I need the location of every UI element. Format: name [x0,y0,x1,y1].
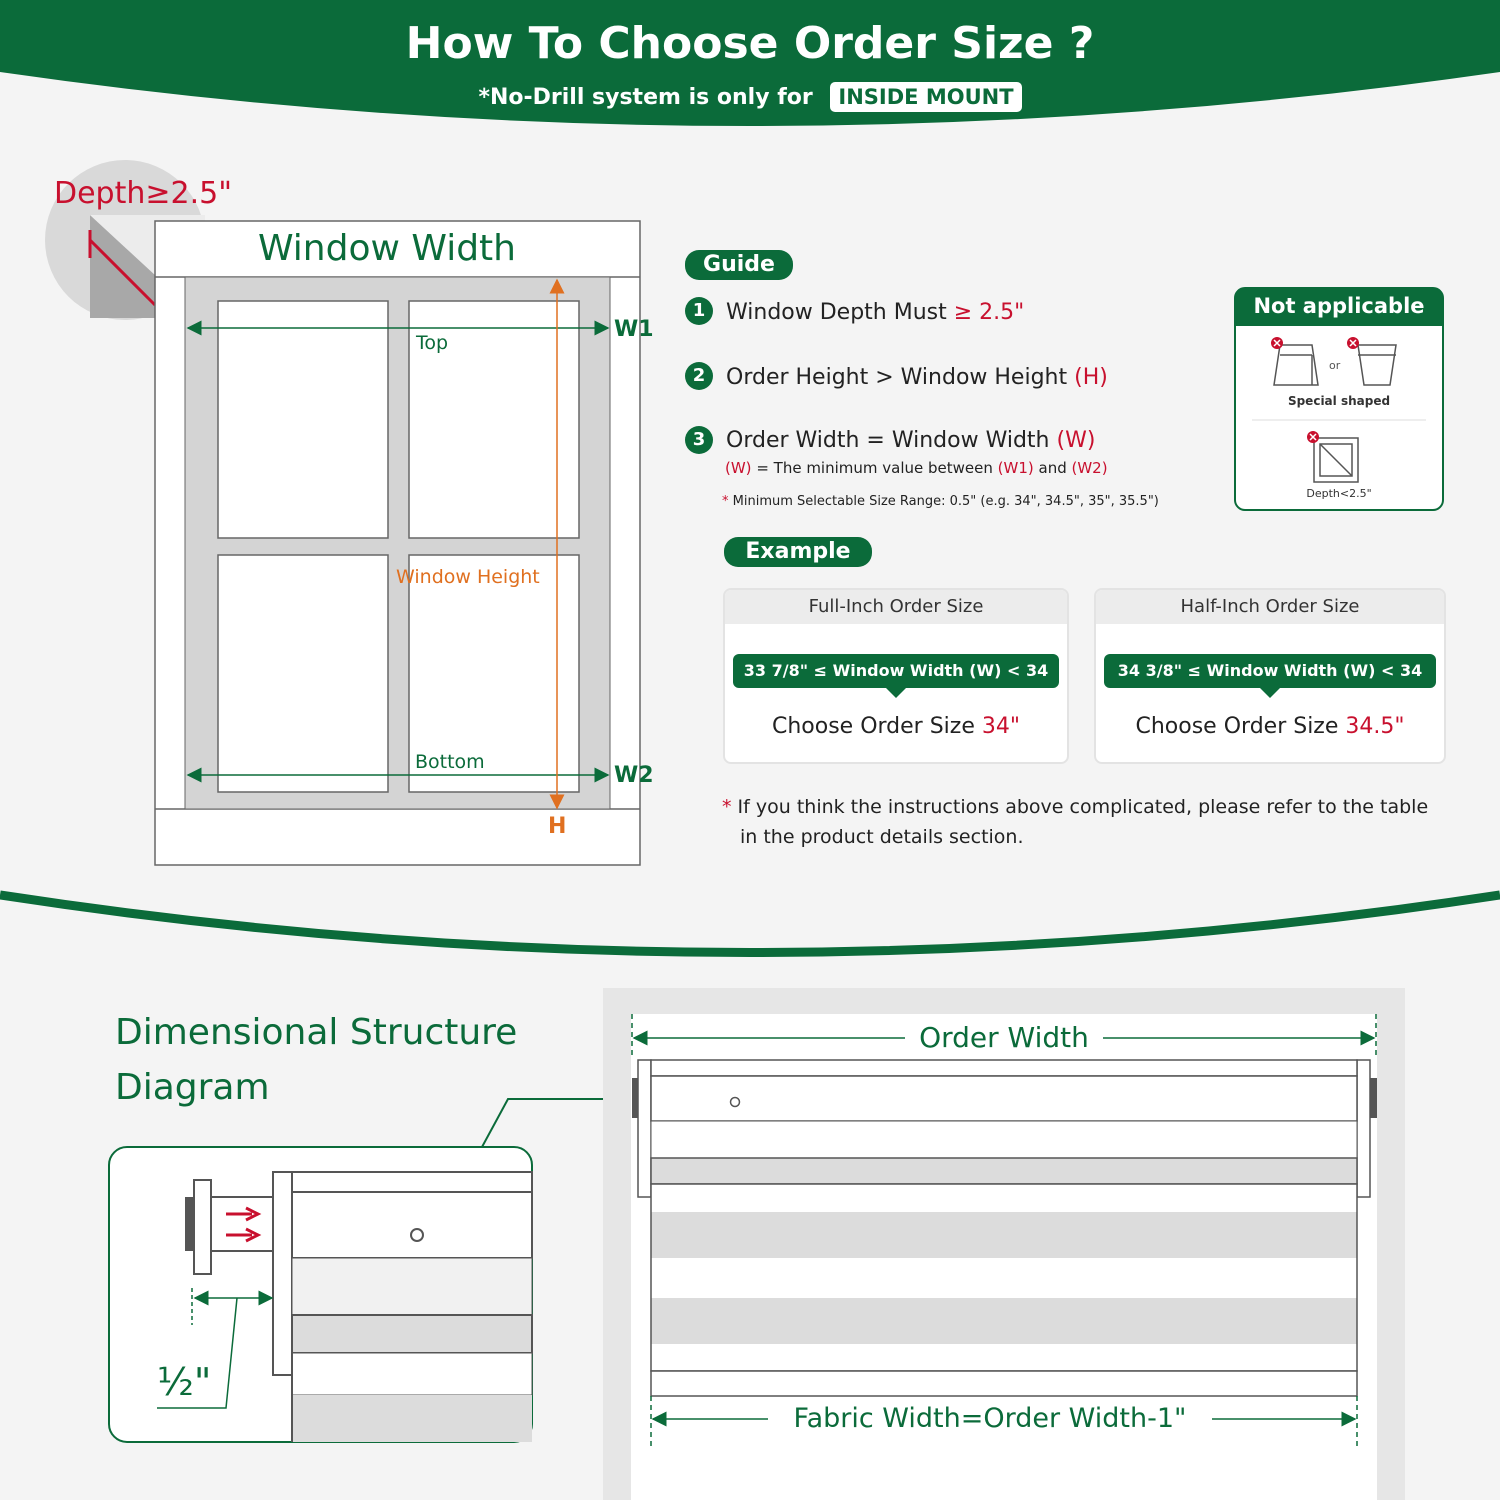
full-inch-size: 34" [981,714,1020,739]
half-inch-size: 34.5" [1345,714,1405,739]
guide-step-3-number: 3 [685,426,713,454]
guide-step-2 [726,365,1108,390]
footnote-star: * [722,796,732,818]
order-width-label: Order Width [919,1021,1089,1054]
guide-step-3-text: Order Width = Window Width [726,428,1057,453]
structure-title-line-2: Diagram [115,1067,270,1108]
divider-curve [0,895,1500,953]
guide-step-1-text: Window Depth Must [726,300,954,325]
guide-step-3-value: (W) [1056,428,1096,453]
structure-title-line-1: Dimensional Structure [115,1012,518,1053]
w2-label: W2 [614,763,654,788]
footnote-text-1: If you think the instructions above complicated, please refer to the table [731,796,1429,818]
header-subtitle-row [0,82,1500,112]
note-w2: (W2) [1071,459,1108,477]
not-applicable-title: Not applicable [1253,294,1425,318]
h-label: H [548,814,567,839]
full-inch-header: Full-Inch Order Size [725,590,1067,624]
shallow-depth-icon [1314,438,1358,482]
guide-step-2-value: (H) [1074,365,1108,390]
depth-label: Depth≥2.5" [54,176,233,211]
header-subtitle: *No-Drill system is only for [478,85,813,110]
window-width-label: Window Width [258,228,516,269]
top-label: Top [416,332,449,354]
guide-step-2-number: 2 [685,362,713,390]
w1-label: W1 [614,317,654,342]
fabric-width-label: Fabric Width=Order Width-1" [793,1403,1187,1434]
full-inch-choose-text: Choose Order Size [771,714,982,739]
footnote-line-2: in the product details section. [740,826,1024,848]
guide-step-2-text: Order Height > Window Height [726,365,1075,390]
full-inch-choose [725,714,1067,739]
guide-step-1 [726,300,1024,325]
half-inch-header: Half-Inch Order Size [1096,590,1444,624]
window-height-label: Window Height [396,566,540,588]
inside-mount-badge: INSIDE MOUNT [830,82,1021,112]
guide-min-size-note [722,494,1159,509]
note-mid: = The minimum value between [751,459,998,477]
guide-w-note [725,459,1108,477]
guide-pill: Guide [685,250,793,280]
note-w1: (W1) [997,459,1034,477]
half-inch-choose [1096,714,1444,739]
page-title: How To Choose Order Size ? [405,18,1095,69]
depth-less-label: Depth<2.5" [1306,487,1372,500]
note-min: Minimum Selectable Size Range: 0.5" (e.g. 34", 34.5", 35", 35.5") [732,494,1159,509]
not-applicable-or: or [1329,359,1341,372]
guide-step-1-number: 1 [685,297,713,325]
full-inch-example [723,588,1069,764]
note-and: and [1033,459,1072,477]
half-inch-label: ½" [157,1360,212,1404]
half-inch-range: 34 3/8" ≤ Window Width (W) < 34 7/8" [1104,654,1436,688]
note-star: * [722,494,729,509]
example-pill: Example [724,537,872,567]
half-inch-choose-text: Choose Order Size [1135,714,1346,739]
guide-step-3 [726,428,1095,453]
guide-step-1-value: ≥ 2.5" [953,300,1025,325]
full-inch-range: 33 7/8" ≤ Window Width (W) < 34 3/8" [733,654,1059,688]
footnote-line-1 [722,796,1428,818]
note-w: (W) [725,459,752,477]
half-inch-example [1094,588,1446,764]
window-frame [155,221,640,865]
bottom-label: Bottom [415,751,485,773]
special-shaped-label: Special shaped [1287,394,1391,408]
